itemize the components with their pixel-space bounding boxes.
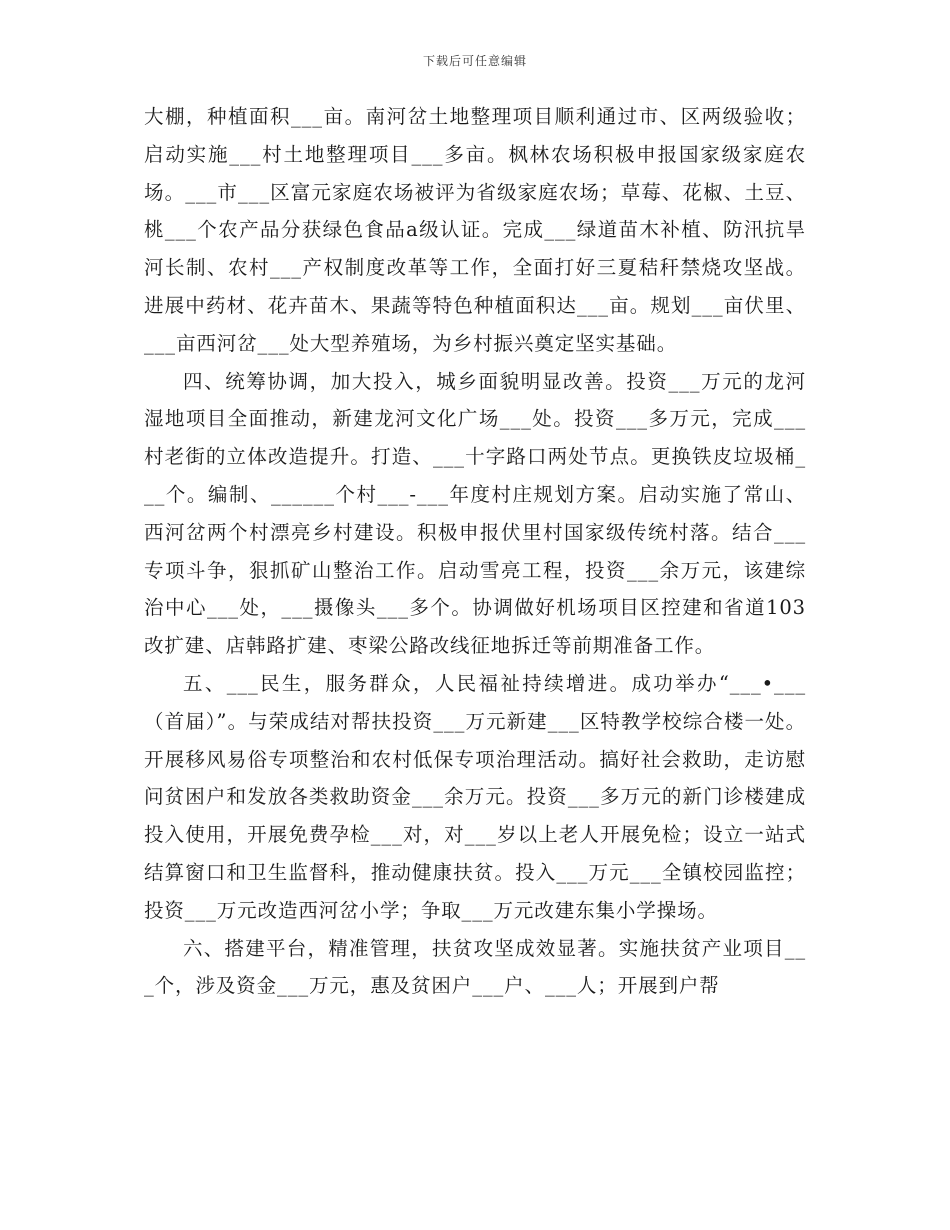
paragraph-poverty-alleviation: 六、搭建平台，精准管理，扶贫攻坚成效显著。实施扶贫产业项目___个，涉及资金___万元，惠及贫困户___户、___人；开展到户帮 [144,936,806,998]
paragraph-livelihood: 五、___民生，服务群众，人民福祉持续增进。成功举办“___•___（首届）”。与荣成结对帮扶投资___万元新建___区特教学校综合楼一处。开展移风易俗专项整治和农村低保专项治理活动。搞好社会救助，走访慰问贫困户和发放各类救助资金___余万元。投资___多万元的新门诊楼建成投入使用，开展免费孕检___对，对___岁以上老人开展免检；设立一站式结算窗口和卫生监督科，推动健康扶贫。投入___万元___全镇校园监控；投资___万元改造西河岔小学；争取___万元改建东集小学操场。 [144,671,806,922]
document-body [144,98,806,1005]
paragraph-agriculture: 大棚，种植面积___亩。南河岔土地整理项目顺利通过市、区两级验收；启动实施___村土地整理项目___多亩。枫林农场积极申报国家级家庭农场。___市___区富元家庭农场被评为省级家庭农场；草莓、花椒、土豆、桃___个农产品分获绿色食品a级认证。完成___绿道苗木补植、防汛抗旱河长制、农村___产权制度改革等工作，全面打好三夏秸秆禁烧攻坚战。进展中药材、花卉苗木、果蔬等特色种植面积达___亩。规划___亩伏里、___亩西河岔___处大型养殖场，为乡村振兴奠定坚实基础。 [144,105,806,355]
paragraph-urban-rural: 四、统筹协调，加大投入，城乡面貌明显改善。投资___万元的龙河湿地项目全面推动，新建龙河文化广场___处。投资___多万元，完成___村老街的立体改造提升。打造、___十字路口两处节点。更换铁皮垃圾桶___个。编制、______个村___-___年度村庄规划方案。启动实施了常山、西河岔两个村漂亮乡村建设。积极申报伏里村国家级传统村落。结合___专项斗争，狠抓矿山整治工作。启动雪亮工程，投资___余万元，该建综治中心___处，___摄像头___多个。协调做好机场项目区控建和省道103改扩建、店韩路扩建、枣梁公路改线征地拆迁等前期准备工作。 [144,369,806,658]
page-header: 下载后可任意编辑 [422,54,527,68]
